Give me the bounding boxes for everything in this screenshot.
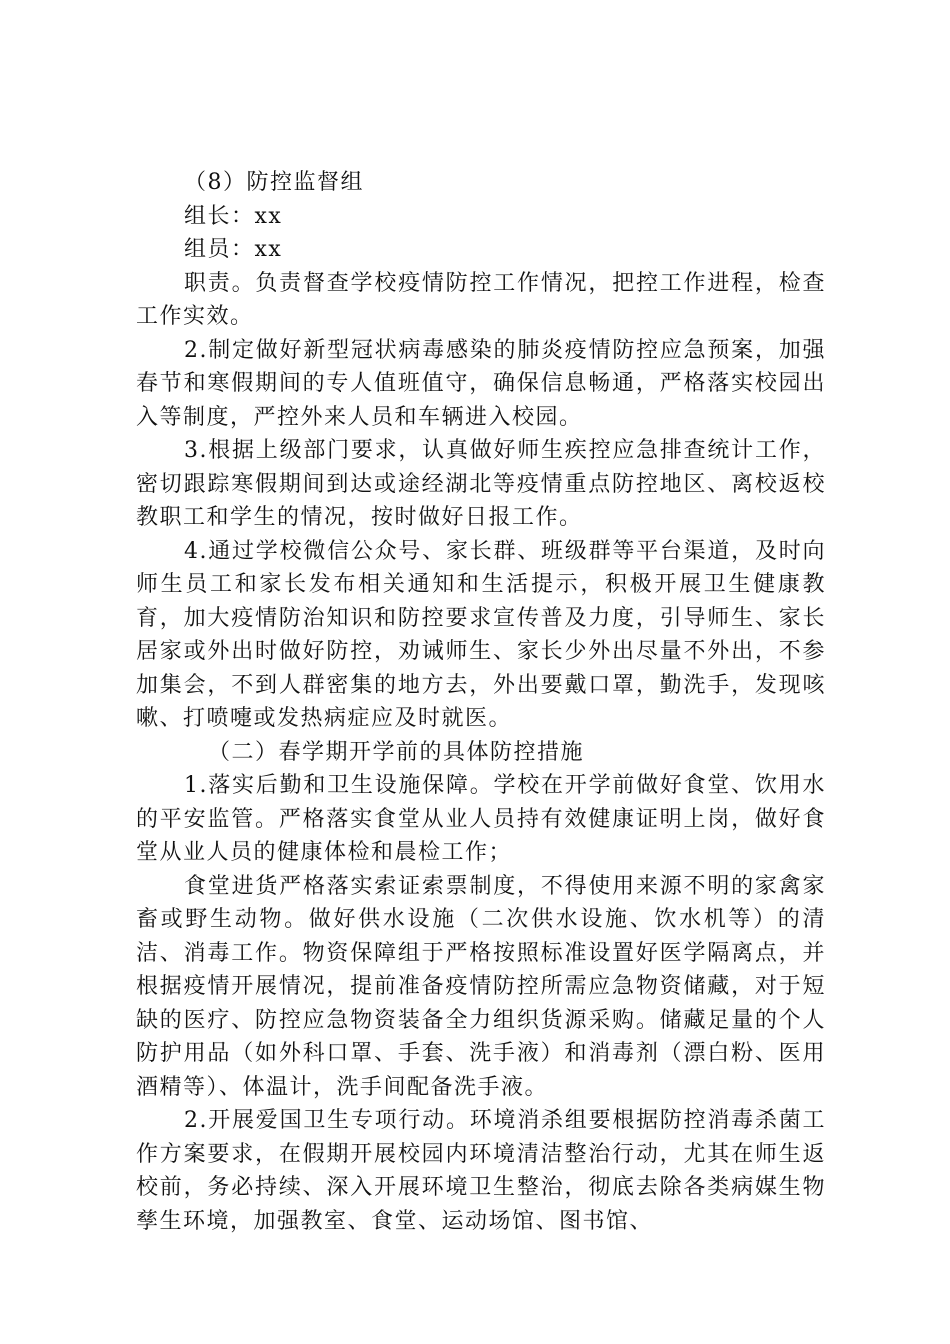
paragraph-measure-2: 2.开展爱国卫生专项行动。环境消杀组要根据防控消毒杀菌工作方案要求，在假期开展校园内环境清洁整治行动，尤其在师生返校前，务必持续、深入开展环境卫生整治，彻底去除各类病媒生物孳生环境，加强教室、食堂、运动场馆、图书馆、 (136, 1108, 826, 1234)
paragraph-item-2: 2.制定做好新型冠状病毒感染的肺炎疫情防控应急预案，加强春节和寒假期间的专人值班值守，确保信息畅通，严格落实校园出入等制度，严控外来人员和车辆进入校园。 (136, 337, 826, 430)
paragraph-canteen: 食堂进货严格落实索证索票制度，不得使用来源不明的家禽家畜或野生动物。做好供水设施（二次供水设施、饮水机等）的清洁、消毒工作。物资保障组于严格按照标准设置好医学隔离点，并根据疫情开展情况，提前准备疫情防控所需应急物资储藏，对于短缺的医疗、防控应急物资装备全力组织货源采购。储藏足量的个人防护用品（如外科口罩、手套、洗手液）和消毒剂（漂白粉、医用酒精等）、体温计，洗手间配备洗手液。 (136, 873, 826, 1100)
section-heading-spring: （二）春学期开学前的具体防控措施 (208, 739, 585, 765)
document-body (136, 166, 826, 1238)
paragraph-item-3: 3.根据上级部门要求，认真做好师生疾控应急排查统计工作，密切跟踪寒假期间到达或途经湖北等疫情重点防控地区、离校返校教职工和学生的情况，按时做好日报工作。 (136, 438, 826, 530)
paragraph-group-leader: 组长：xx (184, 203, 283, 229)
paragraph-duties: 职责。负责督查学校疫情防控工作情况，把控工作进程，检查工作实效。 (136, 270, 826, 329)
paragraph-group-members: 组员：xx (184, 237, 283, 262)
paragraph-measure-1: 1.落实后勤和卫生设施保障。学校在开学前做好食堂、饮用水的平安监管。严格落实食堂从业人员持有效健康证明上岗，做好食堂从业人员的健康体检和晨检工作； (136, 773, 826, 865)
paragraph-item-4: 4.通过学校微信公众号、家长群、班级群等平台渠道，及时向师生员工和家长发布相关通知和生活提示，积极开展卫生健康教育，加大疫情防治知识和防控要求宣传普及力度，引导师生、家长居家或外出时做好防控，劝诫师生、家长少外出尽量不外出，不参加集会，不到人群密集的地方去，外出要戴口罩，勤洗手，发现咳嗽、打喷嚏或发热病症应及时就医。 (136, 538, 826, 731)
paragraph-section-8-title: （8）防控监督组 (184, 170, 364, 195)
